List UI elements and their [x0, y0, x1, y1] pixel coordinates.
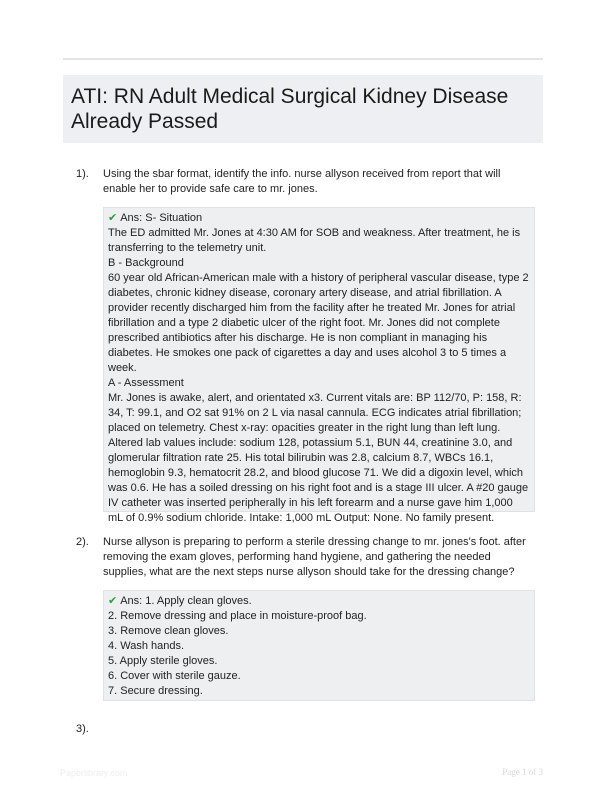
question-number: 1).: [76, 168, 89, 180]
question-number: 3).: [76, 723, 89, 735]
answer-line: 2. Remove dressing and place in moisture-proof bag.: [108, 610, 367, 622]
top-divider: [63, 58, 543, 60]
answer-line: 4. Wash hands.: [108, 640, 185, 652]
answer-line: 3. Remove clean gloves.: [108, 625, 229, 637]
answer-line: [108, 594, 530, 609]
answer-line: 5. Apply sterile gloves.: [108, 655, 218, 667]
answer-line: Mr. Jones is awake, alert, and orientated x3. Current vitals are: BP 112/70, P: 158, R: 34, T: 99.1, and O2 sat 91% on 2 L via nasal cannula. ECG indicates atrial fibrillation; placed on telemetry. Chest x-ray: opacities greater in the right lung than left lung. Altered lab values include: sodium 128, potassium 5.1, BUN 44, creatinine 3.0, and glomerular filtration rate 25. His total bilirubin was 2.8, calcium 8.7, WBCs 16.1, hemoglobin 9.3, hematocrit 28.2, and blood glucose 71. We did a digoxin level, which was 0.6. He has a soiled dressing on his right foot and is a stage III ulcer. A #20 gauge IV catheter was inserted peripherally in his left forearm and a nurse gave him 1,000 mL of 0.9% sodium chloride. Intake: 1,000 mL Output: None. No family present.: [108, 392, 529, 524]
question-text: Using the sbar format, identify the info. nurse allyson received from report that will enable her to provide safe care to mr. jones.: [103, 168, 501, 195]
answer-line: The ED admitted Mr. Jones at 4:30 AM for SOB and weakness. After treatment, he is transferring to the telemetry unit.: [108, 227, 521, 254]
answer-line: B - Background: [108, 257, 184, 269]
answer-text: Ans: S- Situation: [120, 212, 203, 224]
answer-line: 60 year old African-American male with a history of peripheral vascular disease, type 2 diabetes, chronic kidney disease, coronary artery disease, and atrial fibrillation. A provider recently discharged him from the facility after he treated Mr. Jones for atrial fibrillation and a type 2 diabetic ulcer of the right foot. Mr. Jones did not complete prescribed antibiotics after his discharge. He is non compliant in managing his diabetes. He smokes one pack of cigarettes a day and uses alcohol 3 to 5 times a week.: [108, 272, 529, 374]
answer-box: [103, 590, 535, 701]
answer-text: Ans: 1. Apply clean gloves.: [120, 595, 252, 607]
check-icon: ✔: [108, 212, 118, 224]
page-number: Page 1 of 3: [502, 767, 543, 777]
footer-site: Paperlibrary.com: [60, 768, 128, 778]
answer-line: A - Assessment: [108, 377, 184, 389]
answer-box: [103, 207, 535, 524]
answer-line: [108, 211, 530, 226]
title-banner: [63, 75, 543, 143]
question-text: Nurse allyson is preparing to perform a sterile dressing change to mr. jones's foot. after removing the exam gloves, performing hand hygiene, and gathering the needed supplies, what are the next steps nurse allyson should take for the dressing change?: [103, 536, 526, 578]
answer-line: 7. Secure dressing.: [108, 685, 203, 697]
answer-line: 6. Cover with sterile gauze.: [108, 670, 241, 682]
page-title: ATI: RN Adult Medical Surgical Kidney Disease Already Passed: [71, 85, 509, 133]
check-icon: ✔: [108, 595, 118, 607]
question-number: 2).: [76, 536, 89, 548]
